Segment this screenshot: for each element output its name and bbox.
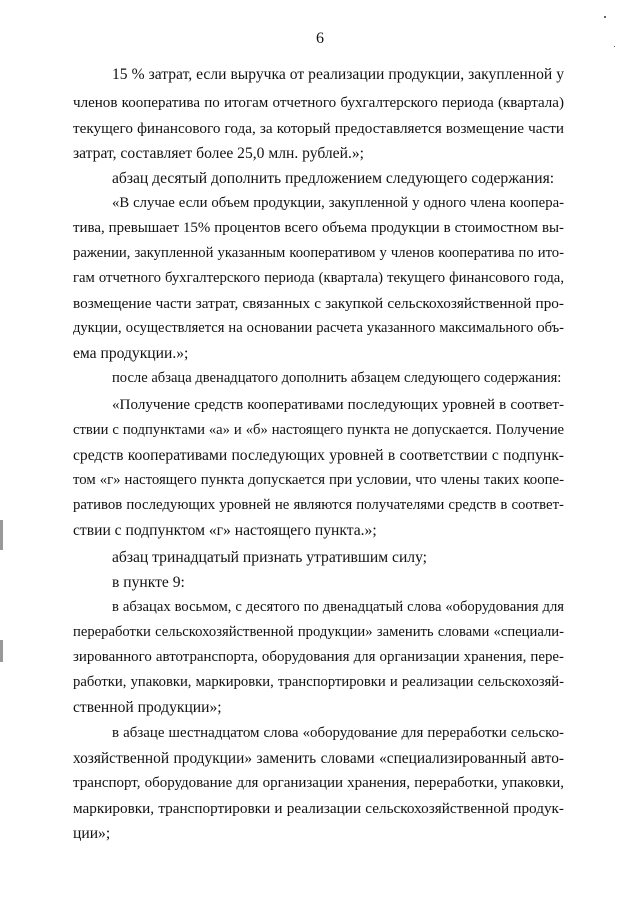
scan-speck	[604, 16, 606, 18]
text-line: ражении, закупленной указанным кооперативом у членов кооператива по ито-	[73, 245, 564, 261]
text-line: средств кооперативами последующих уровней в соответствии с подпунк-	[73, 447, 564, 464]
text-line: хозяйственной продукции» заменить словами «специализированный авто-	[73, 750, 564, 767]
text-line: абзац десятый дополнить предложением следующего содержания:	[112, 170, 555, 187]
text-line: возмещение части затрат, связанных с закупкой сельскохозяйственной про-	[73, 295, 564, 312]
text-line: в пункте 9:	[112, 574, 185, 591]
text-line: том «г» настоящего пункта допускается при условии, что члены таких коопе-	[73, 472, 564, 488]
text-line: в абзаце шестнадцатом слова «оборудование для переработки сельско-	[112, 725, 564, 741]
text-line: членов кооператива по итогам отчетного бухгалтерского периода (квартала)	[73, 95, 564, 111]
text-line: переработки сельскохозяйственной продукции» заменить словами «специали-	[73, 624, 564, 640]
text-line: после абзаца двенадцатого дополнить абзацем следующего содержания:	[112, 370, 562, 386]
text-line: затрат, составляет более 25,0 млн. рублей.»;	[73, 145, 364, 162]
text-line: зированного автотранспорта, оборудования для организации хранения, пере-	[73, 649, 564, 665]
text-line: «Получение средств кооперативами последующих уровней в соответ-	[112, 397, 564, 413]
text-line: тива, превышает 15% процентов всего объема продукции в стоимостном вы-	[73, 220, 564, 236]
scan-speck	[614, 46, 615, 47]
text-line: в абзацах восьмом, с десятого по двенадцатый слова «оборудования для	[112, 599, 564, 615]
text-line: 15 % затрат, если выручка от реализации продукции, закупленной у	[112, 66, 564, 83]
text-line: абзац тринадцатый признать утратившим силу;	[112, 549, 427, 566]
text-line: ствии с подпунктом «г» настоящего пункта.»;	[73, 522, 377, 539]
text-line: маркировки, транспортировки и реализации сельскохозяйственной продук-	[73, 800, 564, 817]
text-line: ративов последующих уровней не являются получателями средств в соответ-	[73, 497, 564, 513]
text-line: транспорт, оборудование для организации хранения, переработки, упаковки,	[73, 775, 564, 791]
text-line: ствии с подпунктами «а» и «б» настоящего пункта не допускается. Получение	[73, 422, 564, 438]
text-line: гам отчетного бухгалтерского периода (квартала) текущего финансового года,	[73, 270, 564, 286]
text-line: дукции, осуществляется на основании расчета указанного максимального объ-	[73, 320, 564, 336]
text-line: ции»;	[73, 825, 111, 842]
scan-edge-mark	[0, 520, 3, 550]
text-line: работки, упаковки, маркировки, транспортировки и реализации сельскохозяй-	[73, 674, 564, 690]
text-line: ема продукции.»;	[73, 345, 189, 362]
text-line: текущего финансового года, за который предоставляется возмещение части	[73, 120, 564, 137]
text-line: ственной продукции»;	[73, 699, 222, 716]
scan-edge-mark	[0, 640, 3, 662]
page-number: 6	[316, 30, 324, 47]
text-line: «В случае если объем продукции, закупленной у одного члена коопера-	[112, 195, 564, 211]
